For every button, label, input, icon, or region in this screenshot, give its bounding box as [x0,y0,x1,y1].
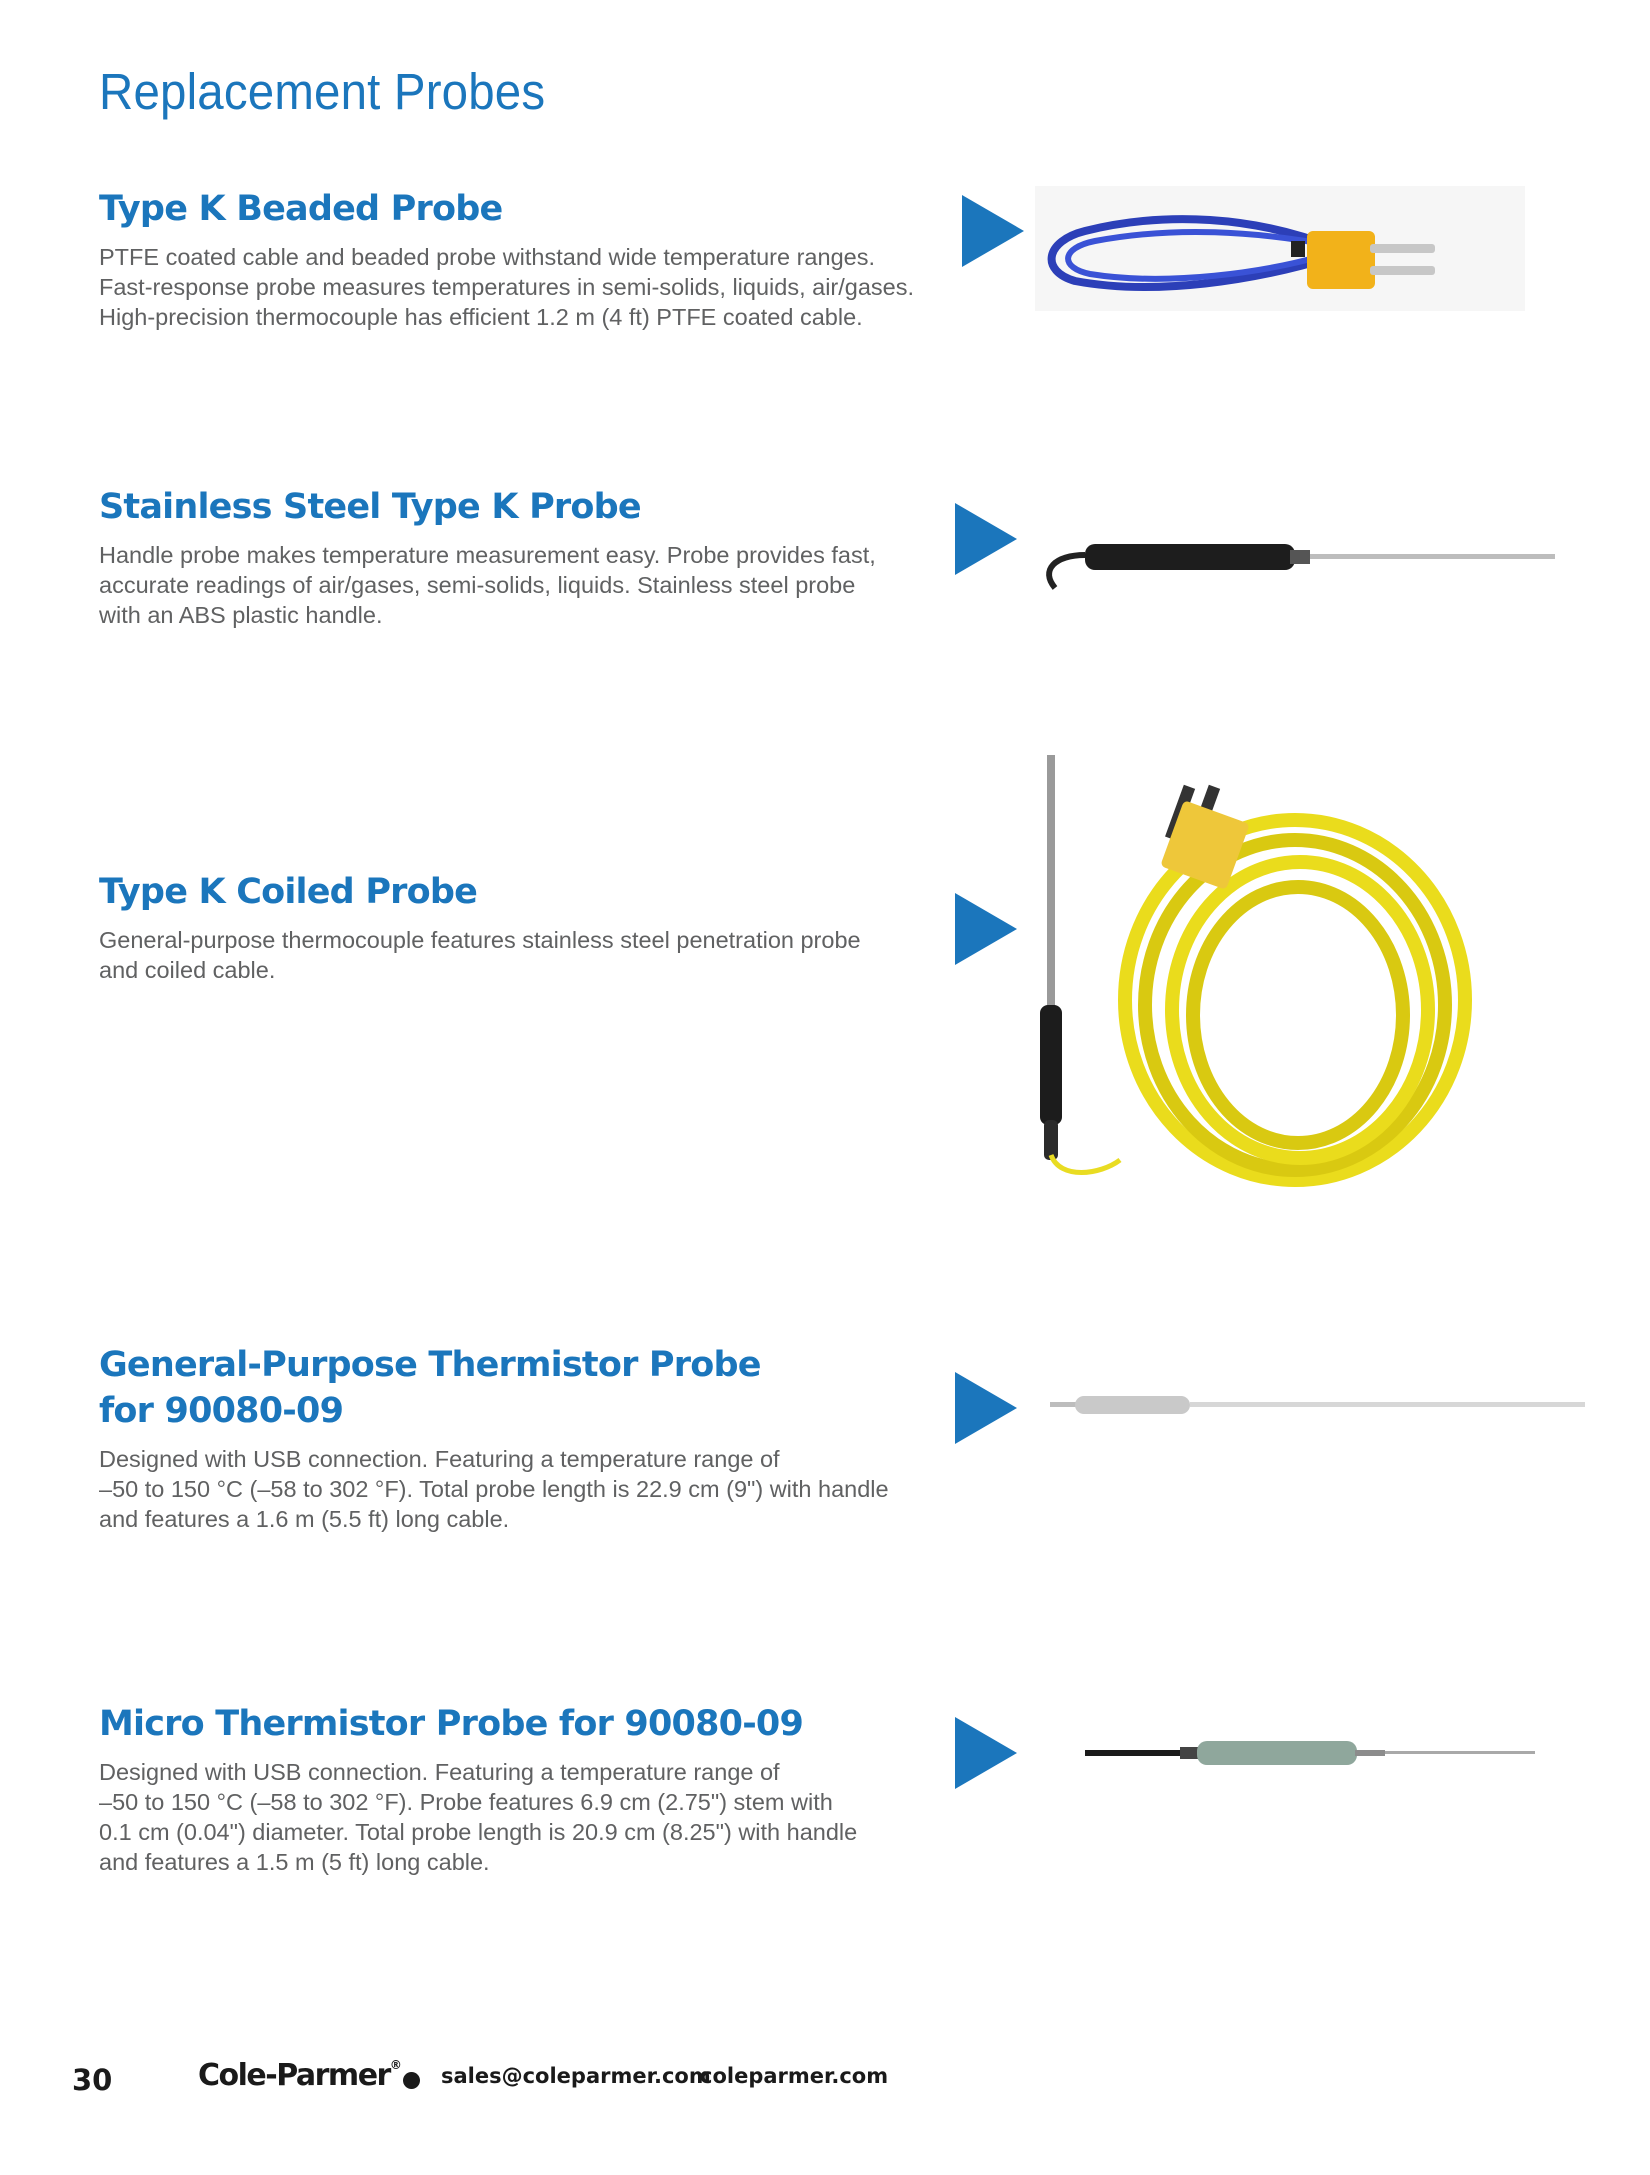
product-heading: Stainless Steel Type K Probe [99,487,641,527]
thermistor-probe-image [1050,1390,1590,1420]
play-arrow-icon[interactable] [955,893,1017,965]
play-arrow-icon[interactable] [955,1717,1017,1789]
micro-thermistor-probe-image [1085,1737,1545,1769]
page-title: Replacement Probes [99,63,546,120]
play-arrow-icon[interactable] [955,503,1017,575]
trademark-symbol: ® [389,2058,402,2072]
product-section-micro-thermistor [99,1701,959,1877]
separator-dot [403,2072,420,2089]
play-arrow-icon[interactable] [955,1372,1017,1444]
brand-name: Cole-Parmer [198,2058,390,2093]
blue-beaded-thermocouple-probe-image [1035,186,1525,311]
product-description: Designed with USB connection. Featuring a temperature range of –50 to 150 °C (–58 to 302 °F). Total probe length is 22.9 cm (9") with handle and features a 1.6 m (5.5 ft) long cable. [99,1446,889,1532]
product-heading: Type K Coiled Probe [99,872,478,912]
product-section-stainless-steel-type-k [99,484,959,630]
product-heading: Type K Beaded Probe [99,189,503,229]
product-description: PTFE coated cable and beaded probe withstand wide temperature ranges. Fast-response probe measures temperatures in semi-solids, liquids, air/gases. High-precision thermocouple has efficient 1.2 m (4 ft) PTFE coated cable. [99,244,915,330]
website-link[interactable]: coleparmer.com [700,2064,889,2088]
product-section-type-k-coiled [99,869,959,985]
play-arrow-icon[interactable] [962,195,1024,267]
page-number: 30 [72,2063,113,2097]
yellow-coiled-cable-probe-image [1040,750,1510,1220]
brand-logo [198,2058,402,2093]
product-heading: Micro Thermistor Probe for 90080-09 [99,1704,804,1744]
email-link[interactable]: sales@coleparmer.com [441,2064,711,2088]
product-description: Designed with USB connection. Featuring a temperature range of –50 to 150 °C (–58 to 302 °F). Probe features 6.9 cm (2.75") stem with 0.1 cm (0.04") diameter. Total probe length is 20.9 cm (8.25") with handle and features a 1.5 m (5 ft) long cable. [99,1759,858,1875]
product-section-general-purpose-thermistor [99,1342,959,1534]
stainless-steel-handle-probe-image [1030,530,1570,590]
product-heading: General-Purpose Thermistor Probe for 90080-09 [99,1345,761,1431]
product-section-type-k-beaded [99,186,959,332]
product-description: General-purpose thermocouple features stainless steel penetration probe and coiled cable. [99,927,861,983]
product-description: Handle probe makes temperature measurement easy. Probe provides fast, accurate readings of air/gases, semi-solids, liquids. Stainless steel probe with an ABS plastic handle. [99,542,876,628]
